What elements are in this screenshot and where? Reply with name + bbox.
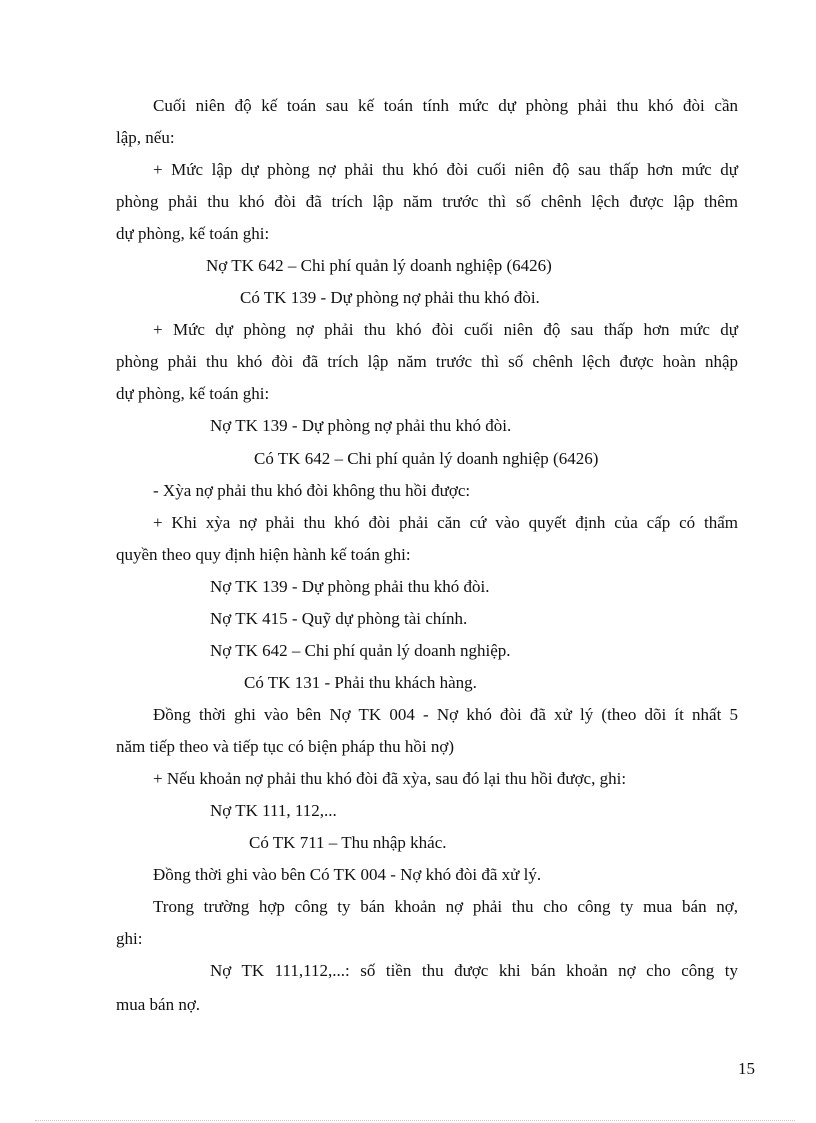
text-line: + Khi xỳa nợ phải thu khó đòi phải căn cứ vào quyết định của cấp có thẩm xyxy=(153,513,738,532)
journal-entry-debit: Nợ TK 111, 112,... xyxy=(210,801,337,820)
journal-entry-debit: Nợ TK 139 - Dự phòng phải thu khó đòi. xyxy=(210,577,490,596)
text-line: phòng phải thu khó đòi đã trích lập năm trước thì số chênh lệch được lập thêm xyxy=(116,192,738,211)
text-line: năm tiếp theo và tiếp tục có biện pháp thu hồi nợ) xyxy=(116,737,455,756)
journal-entry-debit: Nợ TK 139 - Dự phòng nợ phải thu khó đòi. xyxy=(210,416,512,435)
text-line: quyền theo quy định hiện hành kế toán ghi: xyxy=(116,545,411,564)
journal-entry-credit: Có TK 139 - Dự phòng nợ phải thu khó đòi. xyxy=(240,288,540,307)
text-line: Đồng thời ghi vào bên Có TK 004 - Nợ khó đòi đã xử lý. xyxy=(153,865,542,884)
text-line: Trong trường hợp công ty bán khoản nợ phải thu cho công ty mua bán nợ, xyxy=(153,897,738,916)
page-number: 15 xyxy=(738,1059,755,1078)
journal-entry-credit: Có TK 642 – Chi phí quản lý doanh nghiệp (6426) xyxy=(254,449,599,468)
journal-entry-credit: Có TK 131 - Phải thu khách hàng. xyxy=(244,673,477,692)
journal-entry-debit: Nợ TK 642 – Chi phí quản lý doanh nghiệp (6426) xyxy=(206,256,552,275)
journal-entry-debit: Nợ TK 111,112,...: số tiền thu được khi bán khoản nợ cho công ty xyxy=(210,961,738,980)
text-line: - Xỳa nợ phải thu khó đòi không thu hồi được: xyxy=(153,481,471,500)
text-line: + Mức lập dự phòng nợ phải thu khó đòi cuối niên độ sau thấp hơn mức dự xyxy=(153,160,738,179)
text-line: dự phòng, kế toán ghi: xyxy=(116,224,270,243)
text-line: Đồng thời ghi vào bên Nợ TK 004 - Nợ khó đòi đã xử lý (theo dõi ít nhất 5 xyxy=(153,705,738,724)
text-line: + Nếu khoản nợ phải thu khó đòi đã xỳa, sau đó lại thu hồi được, ghi: xyxy=(153,769,627,788)
text-line: dự phòng, kế toán ghi: xyxy=(116,384,270,403)
footer-divider xyxy=(35,1120,795,1121)
text-line: lập, nếu: xyxy=(116,128,175,147)
journal-entry-debit: Nợ TK 642 – Chi phí quản lý doanh nghiệp. xyxy=(210,641,511,660)
text-line: Cuối niên độ kế toán sau kế toán tính mức dự phòng phải thu khó đòi cần xyxy=(153,96,738,115)
text-line: phòng phải thu khó đòi đã trích lập năm trước thì số chênh lệch được hoàn nhập xyxy=(116,352,738,371)
text-line: mua bán nợ. xyxy=(116,995,201,1014)
text-line: ghi: xyxy=(116,929,143,948)
text-line: + Mức dự phòng nợ phải thu khó đòi cuối niên độ sau thấp hơn mức dự xyxy=(153,320,738,339)
journal-entry-debit: Nợ TK 415 - Quỹ dự phòng tài chính. xyxy=(210,609,468,628)
journal-entry-credit: Có TK 711 – Thu nhập khác. xyxy=(249,833,447,852)
